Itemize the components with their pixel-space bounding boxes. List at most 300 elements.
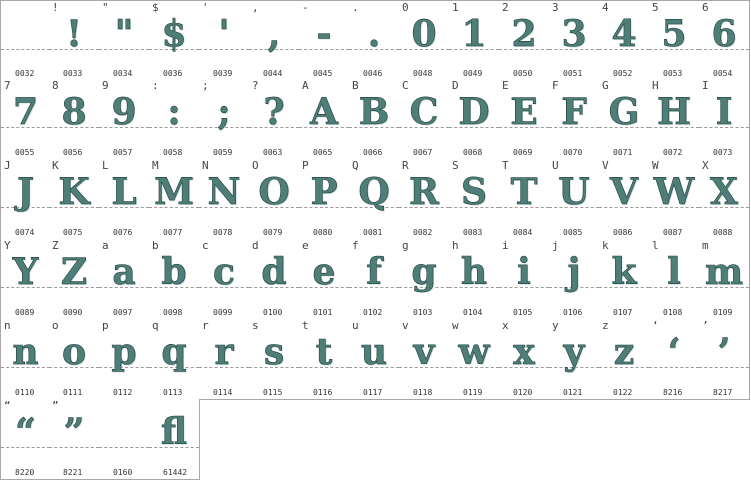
glyph-code: 0112 xyxy=(113,388,133,397)
glyph-cell xyxy=(699,319,750,400)
glyph-code: 0160 xyxy=(113,468,133,477)
glyph-cell xyxy=(599,319,650,400)
glyph-cell xyxy=(549,0,600,81)
glyph-code: 0033 xyxy=(63,69,83,78)
glyph-cell xyxy=(499,319,550,400)
glyph-cell xyxy=(99,239,150,320)
glyph-char-label: K xyxy=(52,159,59,172)
glyph-sample: r xyxy=(214,331,234,373)
glyph-sample: E xyxy=(510,91,538,133)
glyph-cell xyxy=(349,79,400,160)
glyph-sample xyxy=(99,412,149,452)
glyph-code: 0057 xyxy=(113,148,133,157)
glyph-code: 0120 xyxy=(513,388,533,397)
glyph-sample: N xyxy=(207,171,241,213)
glyph-cell xyxy=(699,159,750,240)
glyph-code: 0034 xyxy=(113,69,133,78)
glyph-sample: 5 xyxy=(661,13,687,55)
glyph-code: 0044 xyxy=(263,69,283,78)
glyph-char-label: J xyxy=(4,159,11,172)
glyph-cell xyxy=(199,79,250,160)
glyph-char-label: M xyxy=(152,159,159,172)
glyph-code: 0086 xyxy=(613,228,633,237)
glyph-char-label: 2 xyxy=(502,1,509,14)
glyph-cell xyxy=(549,319,600,400)
glyph-char-label: z xyxy=(602,319,609,332)
glyph-char-label: h xyxy=(452,239,459,252)
glyph-char-label: f xyxy=(352,239,359,252)
glyph-cell xyxy=(399,319,450,400)
glyph-sample: " xyxy=(114,13,134,55)
glyph-code: 0068 xyxy=(463,148,483,157)
glyph-code: 0114 xyxy=(213,388,233,397)
glyph-sample: A xyxy=(310,91,338,133)
glyph-cell xyxy=(0,159,51,240)
glyph-sample: S xyxy=(461,171,487,213)
glyph-char-label: " xyxy=(102,1,109,14)
glyph-char-label: I xyxy=(702,79,709,92)
glyph-code: 0106 xyxy=(563,308,583,317)
glyph-cell xyxy=(49,159,100,240)
glyph-sample: ’ xyxy=(717,331,731,373)
glyph-char-label: Y xyxy=(4,239,11,252)
glyph-cell xyxy=(649,0,700,81)
glyph-code: 0115 xyxy=(263,388,283,397)
glyph-char-label: C xyxy=(402,79,409,92)
glyph-sample xyxy=(1,14,50,54)
glyph-char-label: u xyxy=(352,319,359,332)
glyph-cell xyxy=(699,79,750,160)
glyph-char-label: a xyxy=(102,239,109,252)
glyph-char-label: m xyxy=(702,239,709,252)
glyph-sample: K xyxy=(58,171,90,213)
glyph-code: 0065 xyxy=(313,148,333,157)
glyph-code: 0070 xyxy=(563,148,583,157)
glyph-cell xyxy=(199,239,250,320)
glyph-cell xyxy=(649,239,700,320)
glyph-sample: V xyxy=(610,171,638,213)
glyph-sample: a xyxy=(112,251,136,293)
glyph-cell xyxy=(649,79,700,160)
glyph-cell xyxy=(149,239,200,320)
glyph-code: 0080 xyxy=(313,228,333,237)
glyph-sample: T xyxy=(510,171,538,213)
glyph-sample: q xyxy=(161,331,187,373)
glyph-sample: f xyxy=(366,251,382,293)
glyph-sample: U xyxy=(558,171,590,213)
glyph-sample: I xyxy=(715,91,733,133)
glyph-sample: R xyxy=(409,171,439,213)
glyph-sample: h xyxy=(460,251,488,293)
glyph-char-label: E xyxy=(502,79,509,92)
glyph-char-label: w xyxy=(452,319,459,332)
glyph-sample: Z xyxy=(60,251,88,293)
glyph-char-label: y xyxy=(552,319,559,332)
glyph-sample: ' xyxy=(218,13,230,55)
glyph-char-label: 0 xyxy=(402,1,409,14)
glyph-sample: v xyxy=(413,331,435,373)
glyph-char-label: x xyxy=(502,319,509,332)
glyph-code: 0072 xyxy=(663,148,683,157)
glyph-code: 0076 xyxy=(113,228,133,237)
glyph-char-label: j xyxy=(552,239,559,252)
glyph-code: 0110 xyxy=(15,388,35,397)
glyph-code: 0089 xyxy=(15,308,35,317)
glyph-cell xyxy=(0,239,51,320)
glyph-code: 8220 xyxy=(15,468,35,477)
glyph-sample: Q xyxy=(358,171,390,213)
glyph-sample: ! xyxy=(66,13,82,55)
glyph-char-label: p xyxy=(102,319,109,332)
glyph-sample: m xyxy=(704,251,744,293)
glyph-sample: O xyxy=(258,171,290,213)
glyph-cell xyxy=(199,319,250,400)
glyph-sample: 7 xyxy=(12,91,39,133)
glyph-code: 8216 xyxy=(663,388,683,397)
glyph-cell xyxy=(199,159,250,240)
glyph-char-label: r xyxy=(202,319,209,332)
glyph-sample: B xyxy=(358,91,390,133)
glyph-code: 0085 xyxy=(563,228,583,237)
glyph-cell xyxy=(699,0,750,81)
glyph-sample: 8 xyxy=(61,91,87,133)
glyph-code: 0097 xyxy=(113,308,133,317)
glyph-code: 8221 xyxy=(63,468,83,477)
glyph-cell xyxy=(99,0,150,81)
glyph-char-label: v xyxy=(402,319,409,332)
glyph-sample: - xyxy=(316,13,332,55)
glyph-code: 0066 xyxy=(363,148,383,157)
glyph-cell xyxy=(599,0,650,81)
glyph-char-label: ; xyxy=(202,79,209,92)
glyph-cell xyxy=(299,319,350,400)
glyph-code: 0058 xyxy=(163,148,183,157)
glyph-code: 0032 xyxy=(15,69,35,78)
glyph-code: 0100 xyxy=(263,308,283,317)
glyph-char-label: k xyxy=(602,239,609,252)
glyph-code: 0063 xyxy=(263,148,283,157)
glyph-cell xyxy=(299,239,350,320)
glyph-code: 0082 xyxy=(413,228,433,237)
glyph-char-label: ’ xyxy=(702,319,709,332)
glyph-char-label: B xyxy=(352,79,359,92)
glyph-cell xyxy=(249,0,300,81)
glyph-cell xyxy=(549,239,600,320)
glyph-cell xyxy=(399,159,450,240)
glyph-sample: c xyxy=(213,251,235,293)
glyph-sample: $ xyxy=(161,13,187,55)
glyph-cell xyxy=(549,159,600,240)
glyph-cell xyxy=(99,399,150,480)
glyph-char-label: Q xyxy=(352,159,359,172)
glyph-cell xyxy=(299,159,350,240)
glyph-cell xyxy=(99,319,150,400)
glyph-char-label: t xyxy=(302,319,309,332)
glyph-code: 8217 xyxy=(713,388,733,397)
glyph-sample: n xyxy=(12,331,39,373)
glyph-code: 0078 xyxy=(213,228,233,237)
glyph-sample: Y xyxy=(12,251,39,293)
glyph-sample: z xyxy=(613,331,635,373)
glyph-char-label: X xyxy=(702,159,709,172)
glyph-char-label: U xyxy=(552,159,559,172)
glyph-code: 0071 xyxy=(613,148,633,157)
glyph-code: 0121 xyxy=(563,388,583,397)
glyph-code: 0088 xyxy=(713,228,733,237)
glyph-char-label: 3 xyxy=(552,1,559,14)
glyph-code: 0090 xyxy=(63,308,83,317)
glyph-cell xyxy=(499,79,550,160)
glyph-cell xyxy=(349,159,400,240)
glyph-cell xyxy=(399,79,450,160)
glyph-sample: F xyxy=(561,91,587,133)
glyph-code: 0075 xyxy=(63,228,83,237)
glyph-code: 0109 xyxy=(713,308,733,317)
glyph-sample: J xyxy=(16,171,35,213)
glyph-char-label: L xyxy=(102,159,109,172)
glyph-sample: . xyxy=(367,13,381,55)
glyph-char-label: S xyxy=(452,159,459,172)
glyph-cell xyxy=(149,79,200,160)
glyph-cell xyxy=(349,0,400,81)
glyph-char-label: : xyxy=(152,79,159,92)
glyph-cell xyxy=(49,0,100,81)
glyph-code: 0117 xyxy=(363,388,383,397)
glyph-sample: o xyxy=(61,331,86,373)
glyph-code: 0051 xyxy=(563,69,583,78)
glyph-sample: W xyxy=(653,171,695,213)
glyph-cell xyxy=(299,0,350,81)
glyph-code: 0045 xyxy=(313,69,333,78)
glyph-char-label: 6 xyxy=(702,1,709,14)
glyph-char-label: 4 xyxy=(602,1,609,14)
glyph-char-label: n xyxy=(4,319,11,332)
glyph-char-label: b xyxy=(152,239,159,252)
glyph-char-label: s xyxy=(252,319,259,332)
glyph-code: 0122 xyxy=(613,388,633,397)
glyph-code: 0056 xyxy=(63,148,83,157)
glyph-code: 0119 xyxy=(463,388,483,397)
glyph-code: 0048 xyxy=(413,69,433,78)
glyph-char-label: ? xyxy=(252,79,259,92)
glyph-code: 0111 xyxy=(63,388,83,397)
glyph-code: 0099 xyxy=(213,308,233,317)
glyph-sample: , xyxy=(267,13,281,55)
glyph-char-label: T xyxy=(502,159,509,172)
glyph-cell xyxy=(49,79,100,160)
glyph-cell xyxy=(249,159,300,240)
glyph-char-label: ' xyxy=(202,1,209,14)
glyph-cell xyxy=(299,79,350,160)
glyph-sample: 4 xyxy=(611,13,637,55)
glyph-cell xyxy=(449,79,500,160)
glyph-sample: l xyxy=(667,251,681,293)
glyph-sample: ‘ xyxy=(667,331,681,373)
glyph-code: 0084 xyxy=(513,228,533,237)
glyph-char-label: H xyxy=(652,79,659,92)
glyph-code: 0050 xyxy=(513,69,533,78)
glyph-sample: p xyxy=(111,331,137,373)
glyph-cell xyxy=(649,159,700,240)
glyph-char-label: F xyxy=(552,79,559,92)
glyph-cell xyxy=(649,319,700,400)
glyph-cell xyxy=(149,399,200,480)
glyph-code: 0079 xyxy=(263,228,283,237)
glyph-sample: ” xyxy=(63,411,85,453)
glyph-char-label: D xyxy=(452,79,459,92)
glyph-code: 0103 xyxy=(413,308,433,317)
glyph-char-label: - xyxy=(302,1,309,14)
glyph-code: 0054 xyxy=(713,69,733,78)
glyph-code: 0104 xyxy=(463,308,483,317)
glyph-code: 0046 xyxy=(363,69,383,78)
glyph-sample: 6 xyxy=(711,13,737,55)
glyph-sample: 0 xyxy=(411,13,437,55)
glyph-cell xyxy=(0,0,51,81)
glyph-code: 0118 xyxy=(413,388,433,397)
glyph-char-label: e xyxy=(302,239,309,252)
glyph-code: 0116 xyxy=(313,388,333,397)
glyph-cell xyxy=(499,159,550,240)
glyph-char-label: G xyxy=(602,79,609,92)
glyph-cell xyxy=(449,0,500,81)
glyph-char-label: V xyxy=(602,159,609,172)
glyph-code: 0069 xyxy=(513,148,533,157)
glyph-char-label: P xyxy=(302,159,309,172)
glyph-cell xyxy=(99,79,150,160)
glyph-code: 0074 xyxy=(15,228,35,237)
glyph-cell xyxy=(0,79,51,160)
glyph-sample: w xyxy=(458,331,490,373)
glyph-cell xyxy=(499,239,550,320)
glyph-code: 0039 xyxy=(213,69,233,78)
glyph-sample: s xyxy=(263,331,285,373)
glyph-char-label: ” xyxy=(52,399,59,412)
glyph-cell xyxy=(149,159,200,240)
glyph-code: 0107 xyxy=(613,308,633,317)
glyph-cell xyxy=(599,159,650,240)
glyph-sample: “ xyxy=(15,411,36,453)
glyph-cell xyxy=(499,0,550,81)
glyph-char-label: . xyxy=(352,1,359,14)
glyph-cell xyxy=(249,319,300,400)
glyph-sample: M xyxy=(154,171,194,213)
glyph-code: 0105 xyxy=(513,308,533,317)
glyph-char-label: c xyxy=(202,239,209,252)
glyph-cell xyxy=(449,239,500,320)
glyph-sample: d xyxy=(261,251,287,293)
glyph-sample: X xyxy=(710,171,738,213)
glyph-char-label: d xyxy=(252,239,259,252)
glyph-char-label: ! xyxy=(52,1,59,14)
glyph-sample: G xyxy=(608,91,640,133)
glyph-code: 0053 xyxy=(663,69,683,78)
glyph-cell xyxy=(699,239,750,320)
glyph-code: 0087 xyxy=(663,228,683,237)
glyph-char-label: 1 xyxy=(452,1,459,14)
glyph-cell xyxy=(49,239,100,320)
glyph-char-label: A xyxy=(302,79,309,92)
glyph-code: 0059 xyxy=(213,148,233,157)
glyph-sample: i xyxy=(517,251,531,293)
glyph-cell xyxy=(199,0,250,81)
glyph-code: 0102 xyxy=(363,308,383,317)
glyph-char-label: 7 xyxy=(4,79,11,92)
glyph-code: 0073 xyxy=(713,148,733,157)
glyph-sample: u xyxy=(360,331,388,373)
glyph-sample: ; xyxy=(217,91,231,133)
glyph-cell xyxy=(349,319,400,400)
glyph-cell xyxy=(449,319,500,400)
glyph-char-label: g xyxy=(402,239,409,252)
glyph-char-label: , xyxy=(252,1,259,14)
glyph-char-label: l xyxy=(652,239,659,252)
glyph-cell xyxy=(449,159,500,240)
glyph-sample: H xyxy=(656,91,691,133)
glyph-sample: x xyxy=(513,331,535,373)
glyph-sample: L xyxy=(111,171,137,213)
glyph-code: 0067 xyxy=(413,148,433,157)
glyph-char-label: $ xyxy=(152,1,159,14)
glyph-cell xyxy=(149,319,200,400)
glyph-cell xyxy=(249,239,300,320)
glyph-sample: y xyxy=(563,331,585,373)
glyph-char-label: q xyxy=(152,319,159,332)
glyph-sample: e xyxy=(312,251,336,293)
glyph-cell xyxy=(49,399,100,480)
glyph-char-label: 5 xyxy=(652,1,659,14)
glyph-code: 0036 xyxy=(163,69,183,78)
glyph-code: 0049 xyxy=(463,69,483,78)
glyph-sample: g xyxy=(411,251,437,293)
glyph-char-label: i xyxy=(502,239,509,252)
glyph-char-label: W xyxy=(652,159,659,172)
glyph-sample: 1 xyxy=(461,13,487,55)
glyph-cell xyxy=(249,79,300,160)
glyph-sample: 3 xyxy=(561,13,587,55)
glyph-code: 0101 xyxy=(313,308,333,317)
glyph-cell xyxy=(349,239,400,320)
glyph-char-label: N xyxy=(202,159,209,172)
glyph-char-label: ‘ xyxy=(652,319,659,332)
glyph-code: 0098 xyxy=(163,308,183,317)
glyph-cell xyxy=(399,239,450,320)
glyph-code: 0055 xyxy=(15,148,35,157)
glyph-code: 0077 xyxy=(163,228,183,237)
glyph-char-label: 9 xyxy=(102,79,109,92)
glyph-char-label: 8 xyxy=(52,79,59,92)
glyph-code: 0108 xyxy=(663,308,683,317)
glyph-sample: k xyxy=(611,251,637,293)
glyph-code: 0052 xyxy=(613,69,633,78)
glyph-sample: ? xyxy=(263,91,285,133)
glyph-code: 0081 xyxy=(363,228,383,237)
glyph-sample: P xyxy=(310,171,338,213)
glyph-cell xyxy=(549,79,600,160)
glyph-sample: 9 xyxy=(111,91,137,133)
glyph-code: 0083 xyxy=(463,228,483,237)
glyph-char-label: o xyxy=(52,319,59,332)
glyph-char-label: “ xyxy=(4,399,11,412)
glyph-sample: ﬂ xyxy=(160,411,188,453)
glyph-cell xyxy=(149,0,200,81)
glyph-sample: : xyxy=(167,91,181,133)
glyph-sample: D xyxy=(458,91,490,133)
glyph-sample: C xyxy=(409,91,439,133)
glyph-cell xyxy=(49,319,100,400)
glyph-char-label: O xyxy=(252,159,259,172)
glyph-cell xyxy=(599,79,650,160)
